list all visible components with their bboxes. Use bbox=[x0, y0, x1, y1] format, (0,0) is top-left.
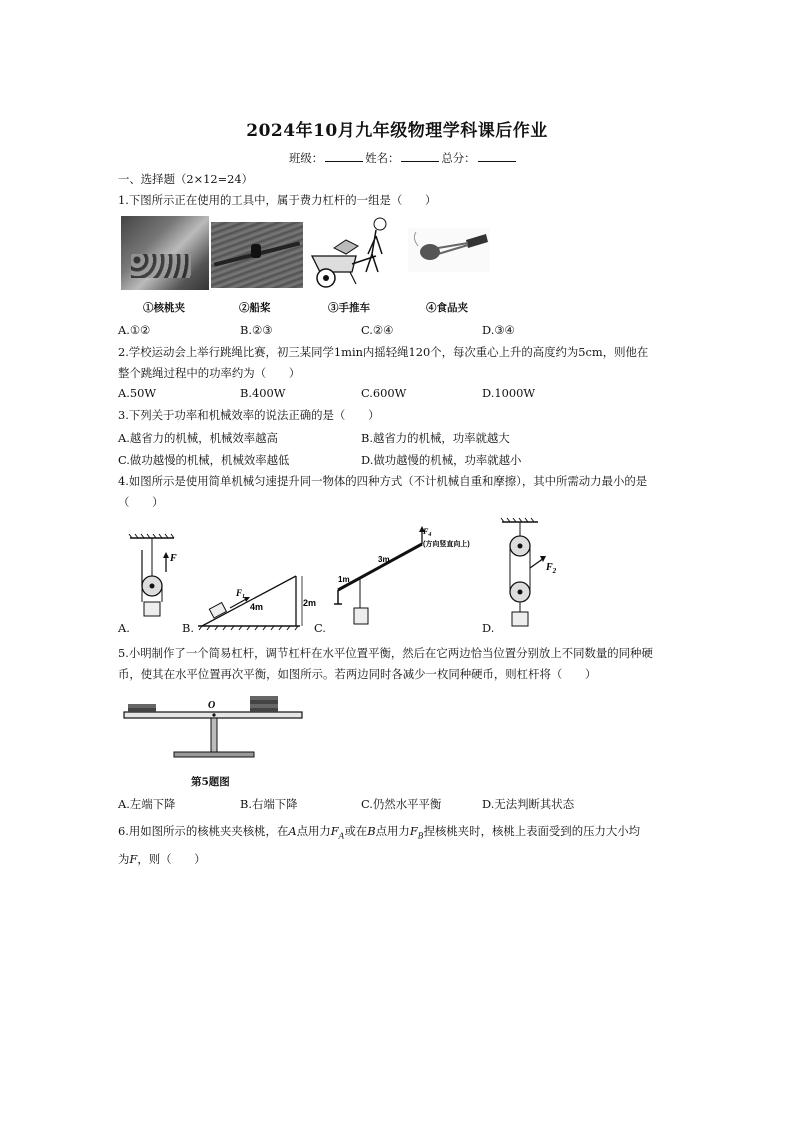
caption-nutcracker: ①核桃夹 bbox=[143, 302, 185, 314]
q3-option-b[interactable]: B.越省力的机械，功率就越大 bbox=[361, 431, 510, 445]
q6-text-6: 为 bbox=[118, 852, 130, 866]
q1-option-c[interactable]: C.②④ bbox=[361, 323, 394, 337]
fig-c-length-3m: 3m bbox=[378, 555, 390, 564]
q6-text-4: 点用力 bbox=[375, 824, 410, 838]
fig-b-inclined-plane bbox=[196, 572, 324, 630]
fig-c-direction-note: (方向竖直向上) bbox=[423, 541, 470, 548]
fig-5-balance-lever bbox=[122, 696, 306, 768]
q4-label-c[interactable]: C. bbox=[314, 621, 326, 635]
q2-option-d[interactable]: D.1000W bbox=[482, 386, 536, 400]
q6-stem-line2 bbox=[118, 851, 206, 867]
q4-stem-line2: （ ） bbox=[118, 495, 164, 509]
q2-option-b[interactable]: B.400W bbox=[240, 386, 286, 400]
fig-5-pivot-label: O bbox=[208, 700, 216, 711]
q6-force-f: F bbox=[129, 852, 138, 866]
caption-tongs: ④食品夹 bbox=[426, 302, 468, 314]
fig-d-pulley-block bbox=[498, 518, 568, 630]
q4-label-d[interactable]: D. bbox=[482, 621, 495, 635]
wheelbarrow-drawing bbox=[306, 214, 398, 292]
q5-option-a[interactable]: A.左端下降 bbox=[118, 797, 176, 811]
q4-label-a[interactable]: A. bbox=[118, 621, 130, 635]
q5-option-d[interactable]: D.无法判断其状态 bbox=[482, 797, 575, 811]
fig-c-force-label: F bbox=[423, 527, 429, 536]
q2-option-c[interactable]: C.600W bbox=[361, 386, 407, 400]
q1-option-b[interactable]: B.②③ bbox=[240, 323, 273, 337]
class-blank[interactable] bbox=[325, 151, 363, 162]
fig-b-length-label: 4m bbox=[250, 602, 264, 612]
q6-text-5: 捏核桃夹时，核桃上表面受到的压力大小均 bbox=[423, 824, 641, 838]
fig-d-force-label: F bbox=[546, 562, 553, 573]
q6-text-7: ，则（ ） bbox=[137, 852, 206, 866]
q6-text-3: 或在 bbox=[344, 824, 368, 838]
q5-stem-line1: 5.小明制作了一个简易杠杆，调节杠杆在水平位置平衡，然后在它两边恰当位置分别放上不同数量的同种硬 bbox=[118, 646, 653, 660]
student-info-row bbox=[289, 150, 518, 166]
q5-option-b[interactable]: B.右端下降 bbox=[240, 797, 298, 811]
nutcracker-photo bbox=[121, 216, 209, 290]
food-tongs-photo bbox=[408, 228, 490, 272]
q6-point-a: A bbox=[288, 824, 297, 838]
fig-b-force-label: F bbox=[236, 588, 243, 598]
q2-option-a[interactable]: A.50W bbox=[118, 386, 157, 400]
oar-photo bbox=[211, 222, 303, 288]
q6-text-2: 点用力 bbox=[296, 824, 331, 838]
q1-stem: 1.下图所示正在使用的工具中，属于费力杠杆的一组是（ ） bbox=[118, 193, 437, 207]
score-label: 总分： bbox=[441, 151, 476, 165]
q6-force-b-sub: B bbox=[417, 831, 424, 841]
fig-a-fixed-pulley bbox=[124, 536, 184, 632]
caption-wheelbarrow: ③手推车 bbox=[328, 302, 370, 314]
q3-option-d[interactable]: D.做功越慢的机械，功率就越小 bbox=[361, 453, 522, 467]
fig-c-force-sub: 4 bbox=[428, 532, 432, 538]
svg-text:F4 bbox=[422, 527, 431, 538]
class-label: 班级： bbox=[289, 151, 324, 165]
q4-label-b[interactable]: B. bbox=[182, 621, 194, 635]
q5-option-c[interactable]: C.仍然水平平衡 bbox=[361, 797, 442, 811]
svg-text:F2 bbox=[545, 562, 557, 575]
caption-oar: ②船桨 bbox=[239, 302, 271, 314]
q5-stem-line2: 币，使其在水平位置再次平衡，如图所示。若两边同时各减少一枚同种硬币，则杠杆将（ ） bbox=[118, 667, 597, 681]
q6-force-b: F bbox=[409, 824, 418, 838]
q6-text-1: 6.用如图所示的核桃夹夹核桃，在 bbox=[118, 824, 289, 838]
q3-stem: 3.下列关于功率和机械效率的说法正确的是（ ） bbox=[118, 408, 380, 422]
q6-point-b: B bbox=[367, 824, 376, 838]
name-label: 姓名： bbox=[365, 151, 400, 165]
fig-b-force-sub: 1 bbox=[242, 594, 246, 600]
svg-text:F1 bbox=[235, 588, 245, 600]
name-blank[interactable] bbox=[401, 151, 439, 162]
section-heading: 一、选择题（2×12=24） bbox=[118, 172, 254, 186]
q6-stem-line1 bbox=[118, 823, 640, 844]
page-title: 2024年10月九年级物理学科课后作业 bbox=[246, 121, 548, 141]
fig-b-height-label: 2m bbox=[303, 598, 317, 608]
q3-option-a[interactable]: A.越省力的机械，机械效率越高 bbox=[118, 431, 278, 445]
fig-c-length-1m: 1m bbox=[338, 575, 350, 584]
fig-5-caption: 第5题图 bbox=[191, 776, 230, 788]
q6-force-a: F bbox=[330, 824, 339, 838]
q2-stem-line2: 整个跳绳过程中的功率约为（ ） bbox=[118, 366, 301, 380]
q1-option-d[interactable]: D.③④ bbox=[482, 323, 515, 337]
fig-a-force-label: F bbox=[170, 553, 177, 564]
q6-force-a-sub: A bbox=[338, 831, 345, 841]
fig-c-lever bbox=[330, 524, 490, 634]
fig-d-force-sub: 2 bbox=[552, 567, 557, 575]
q4-stem-line1: 4.如图所示是使用简单机械匀速提升同一物体的四种方式（不计机械自重和摩擦），其中所需动力最小的是 bbox=[118, 474, 648, 488]
q1-option-a[interactable]: A.①② bbox=[118, 323, 151, 337]
q3-option-c[interactable]: C.做功越慢的机械，机械效率越低 bbox=[118, 453, 290, 467]
score-blank[interactable] bbox=[478, 151, 516, 162]
q2-stem-line1: 2.学校运动会上举行跳绳比赛，初三某同学1min内摇轻绳120个，每次重心上升的高度约为5cm，则他在 bbox=[118, 345, 649, 359]
